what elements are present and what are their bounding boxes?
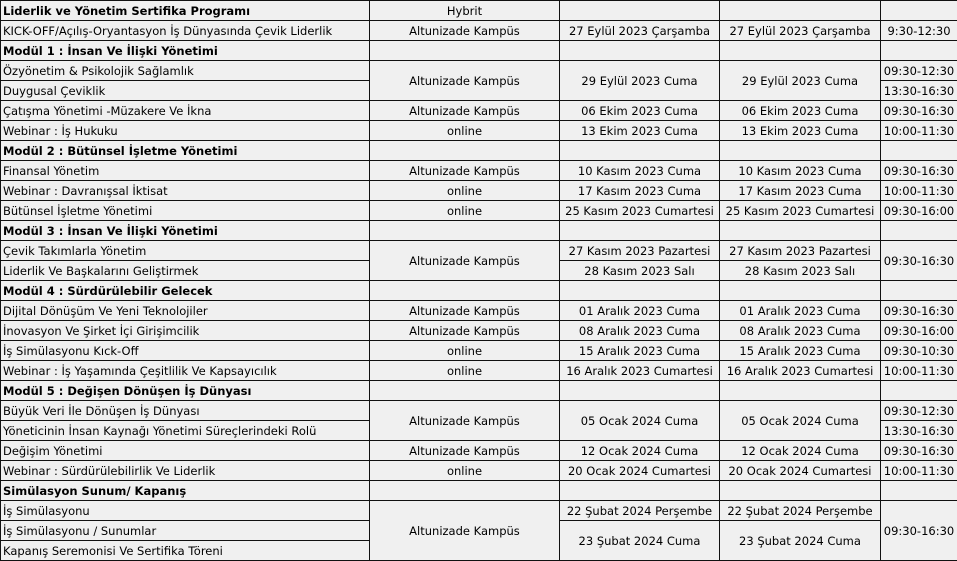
session-name: Liderlik Ve Başkalarını Geliştirmek [1, 261, 370, 281]
session-start-date: 23 Şubat 2024 Cuma [560, 521, 720, 561]
session-start-date: 13 Ekim 2023 Cuma [560, 121, 720, 141]
venue-header: Hybrit [370, 1, 560, 21]
session-time: 09:30-16:30 [881, 301, 957, 321]
session-time: 09:30-16:00 [881, 201, 957, 221]
session-name: Bütünsel İşletme Yönetimi [1, 201, 370, 221]
session-time: 10:00-11:30 [881, 461, 957, 481]
session-venue: online [370, 201, 560, 221]
session-end-date: 20 Ocak 2024 Cumartesi [720, 461, 881, 481]
table-row [1, 61, 957, 81]
session-end-date: 29 Eylül 2023 Cuma [720, 61, 881, 101]
empty-cell [560, 141, 720, 161]
empty-cell [720, 141, 881, 161]
session-start-date: 15 Aralık 2023 Cuma [560, 341, 720, 361]
table-row [1, 321, 957, 341]
session-name: Değişim Yönetimi [1, 441, 370, 461]
session-name: Dijital Dönüşüm Ve Yeni Teknolojiler [1, 301, 370, 321]
session-venue: online [370, 361, 560, 381]
session-end-date: 01 Aralık 2023 Cuma [720, 301, 881, 321]
session-venue: Altunizade Kampüs [370, 441, 560, 461]
session-end-date: 27 Kasım 2023 Pazartesi [720, 241, 881, 261]
program-title: Liderlik ve Yönetim Sertifika Programı [1, 1, 370, 21]
table-row [1, 381, 957, 401]
empty-cell [370, 381, 560, 401]
session-name: Webinar : İş Yaşamında Çeşitlilik Ve Kapsayıcılık [1, 361, 370, 381]
table-row [1, 1, 957, 21]
empty-cell [370, 141, 560, 161]
empty-cell [720, 381, 881, 401]
session-name: Duygusal Çeviklik [1, 81, 370, 101]
empty-cell [720, 1, 881, 21]
empty-cell [720, 221, 881, 241]
session-end-date: 16 Aralık 2023 Cumartesi [720, 361, 881, 381]
session-name: Webinar : İş Hukuku [1, 121, 370, 141]
session-end-date: 28 Kasım 2023 Salı [720, 261, 881, 281]
session-start-date: 29 Eylül 2023 Cuma [560, 61, 720, 101]
session-name: Özyönetim & Psikolojik Sağlamlık [1, 61, 370, 81]
empty-cell [560, 221, 720, 241]
empty-cell [560, 1, 720, 21]
session-venue: Altunizade Kampüs [370, 101, 560, 121]
empty-cell [881, 381, 957, 401]
table-row [1, 401, 957, 421]
session-venue: Altunizade Kampüs [370, 321, 560, 341]
empty-cell [881, 221, 957, 241]
empty-cell [881, 141, 957, 161]
session-venue: Altunizade Kampüs [370, 21, 560, 41]
session-start-date: 01 Aralık 2023 Cuma [560, 301, 720, 321]
empty-cell [881, 41, 957, 61]
module-title: Simülasyon Sunum/ Kapanış [1, 481, 370, 501]
session-end-date: 10 Kasım 2023 Cuma [720, 161, 881, 181]
table-row [1, 121, 957, 141]
module-title: Modül 4 : Sürdürülebilir Gelecek [1, 281, 370, 301]
session-end-date: 13 Ekim 2023 Cuma [720, 121, 881, 141]
session-start-date: 08 Aralık 2023 Cuma [560, 321, 720, 341]
session-start-date: 12 Ocak 2024 Cuma [560, 441, 720, 461]
table-row [1, 461, 957, 481]
table-row [1, 141, 957, 161]
session-venue: Altunizade Kampüs [370, 161, 560, 181]
session-time: 09:30-16:30 [881, 101, 957, 121]
session-name: Kapanış Seremonisi Ve Sertifika Töreni [1, 541, 370, 561]
session-start-date: 20 Ocak 2024 Cumartesi [560, 461, 720, 481]
table-row [1, 201, 957, 221]
session-time: 09:30-12:30 [881, 61, 957, 81]
session-start-date: 27 Kasım 2023 Pazartesi [560, 241, 720, 261]
table-row [1, 481, 957, 501]
session-end-date: 05 Ocak 2024 Cuma [720, 401, 881, 441]
table-row [1, 441, 957, 461]
session-start-date: 17 Kasım 2023 Cuma [560, 181, 720, 201]
session-end-date: 27 Eylül 2023 Çarşamba [720, 21, 881, 41]
session-start-date: 27 Eylül 2023 Çarşamba [560, 21, 720, 41]
empty-cell [370, 221, 560, 241]
module-title: Modül 2 : Bütünsel İşletme Yönetimi [1, 141, 370, 161]
session-time: 13:30-16:30 [881, 421, 957, 441]
empty-cell [370, 281, 560, 301]
table-row [1, 181, 957, 201]
session-venue: Altunizade Kampüs [370, 61, 560, 101]
table-row [1, 241, 957, 261]
session-venue: Altunizade Kampüs [370, 301, 560, 321]
session-venue: online [370, 341, 560, 361]
session-time: 09:30-16:30 [881, 241, 957, 281]
session-end-date: 22 Şubat 2024 Perşembe [720, 501, 881, 521]
empty-cell [881, 1, 957, 21]
session-name: KICK-OFF/Açılış-Oryantasyon İş Dünyasında Çevik Liderlik [1, 21, 370, 41]
session-name: Çevik Takımlarla Yönetim [1, 241, 370, 261]
session-name: İş Simülasyonu [1, 501, 370, 521]
module-title: Modül 3 : İnsan Ve İlişki Yönetimi [1, 221, 370, 241]
session-name: Yöneticinin İnsan Kaynağı Yönetimi Süreçlerindeki Rolü [1, 421, 370, 441]
empty-cell [370, 41, 560, 61]
table-row [1, 101, 957, 121]
empty-cell [560, 481, 720, 501]
empty-cell [720, 281, 881, 301]
empty-cell [560, 281, 720, 301]
session-time: 09:30-16:00 [881, 321, 957, 341]
empty-cell [720, 481, 881, 501]
session-end-date: 15 Aralık 2023 Cuma [720, 341, 881, 361]
empty-cell [560, 381, 720, 401]
session-time: 10:00-11:30 [881, 181, 957, 201]
empty-cell [720, 41, 881, 61]
session-time: 09:30-16:30 [881, 501, 957, 561]
session-time: 09:30-16:30 [881, 161, 957, 181]
session-time: 10:00-11:30 [881, 361, 957, 381]
session-start-date: 06 Ekim 2023 Cuma [560, 101, 720, 121]
session-name: Webinar : Sürdürülebilirlik Ve Liderlik [1, 461, 370, 481]
table-row [1, 41, 957, 61]
session-name: Webinar : Davranışsal İktisat [1, 181, 370, 201]
session-name: İnovasyon Ve Şirket İçi Girişimcilik [1, 321, 370, 341]
session-end-date: 12 Ocak 2024 Cuma [720, 441, 881, 461]
session-start-date: 22 Şubat 2024 Perşembe [560, 501, 720, 521]
session-start-date: 25 Kasım 2023 Cumartesi [560, 201, 720, 221]
table-row [1, 21, 957, 41]
table-row [1, 341, 957, 361]
session-start-date: 28 Kasım 2023 Salı [560, 261, 720, 281]
table-row [1, 361, 957, 381]
session-start-date: 05 Ocak 2024 Cuma [560, 401, 720, 441]
session-time: 10:00-11:30 [881, 121, 957, 141]
table-row [1, 221, 957, 241]
empty-cell [881, 481, 957, 501]
session-venue: online [370, 181, 560, 201]
session-end-date: 23 Şubat 2024 Cuma [720, 521, 881, 561]
session-name: İş Simülasyonu / Sunumlar [1, 521, 370, 541]
session-name: Finansal Yönetim [1, 161, 370, 181]
session-venue: online [370, 121, 560, 141]
session-time: 13:30-16:30 [881, 81, 957, 101]
session-venue: Altunizade Kampüs [370, 501, 560, 561]
module-title: Modül 1 : İnsan Ve İlişki Yönetimi [1, 41, 370, 61]
table-row [1, 301, 957, 321]
session-name: Çatışma Yönetimi -Müzakere Ve İkna [1, 101, 370, 121]
session-venue: Altunizade Kampüs [370, 401, 560, 441]
session-end-date: 17 Kasım 2023 Cuma [720, 181, 881, 201]
session-start-date: 10 Kasım 2023 Cuma [560, 161, 720, 181]
table-row [1, 161, 957, 181]
session-name: İş Simülasyonu Kıck-Off [1, 341, 370, 361]
session-start-date: 16 Aralık 2023 Cumartesi [560, 361, 720, 381]
session-time: 9:30-12:30 [881, 21, 957, 41]
module-title: Modül 5 : Değişen Dönüşen İş Dünyası [1, 381, 370, 401]
session-end-date: 06 Ekim 2023 Cuma [720, 101, 881, 121]
empty-cell [370, 481, 560, 501]
session-time: 09:30-10:30 [881, 341, 957, 361]
session-time: 09:30-16:30 [881, 441, 957, 461]
table-row [1, 501, 957, 521]
session-venue: Altunizade Kampüs [370, 241, 560, 281]
session-end-date: 25 Kasım 2023 Cumartesi [720, 201, 881, 221]
table-row [1, 281, 957, 301]
session-end-date: 08 Aralık 2023 Cuma [720, 321, 881, 341]
session-name: Büyük Veri İle Dönüşen İş Dünyası [1, 401, 370, 421]
empty-cell [560, 41, 720, 61]
session-time: 09:30-12:30 [881, 401, 957, 421]
session-venue: online [370, 461, 560, 481]
empty-cell [881, 281, 957, 301]
